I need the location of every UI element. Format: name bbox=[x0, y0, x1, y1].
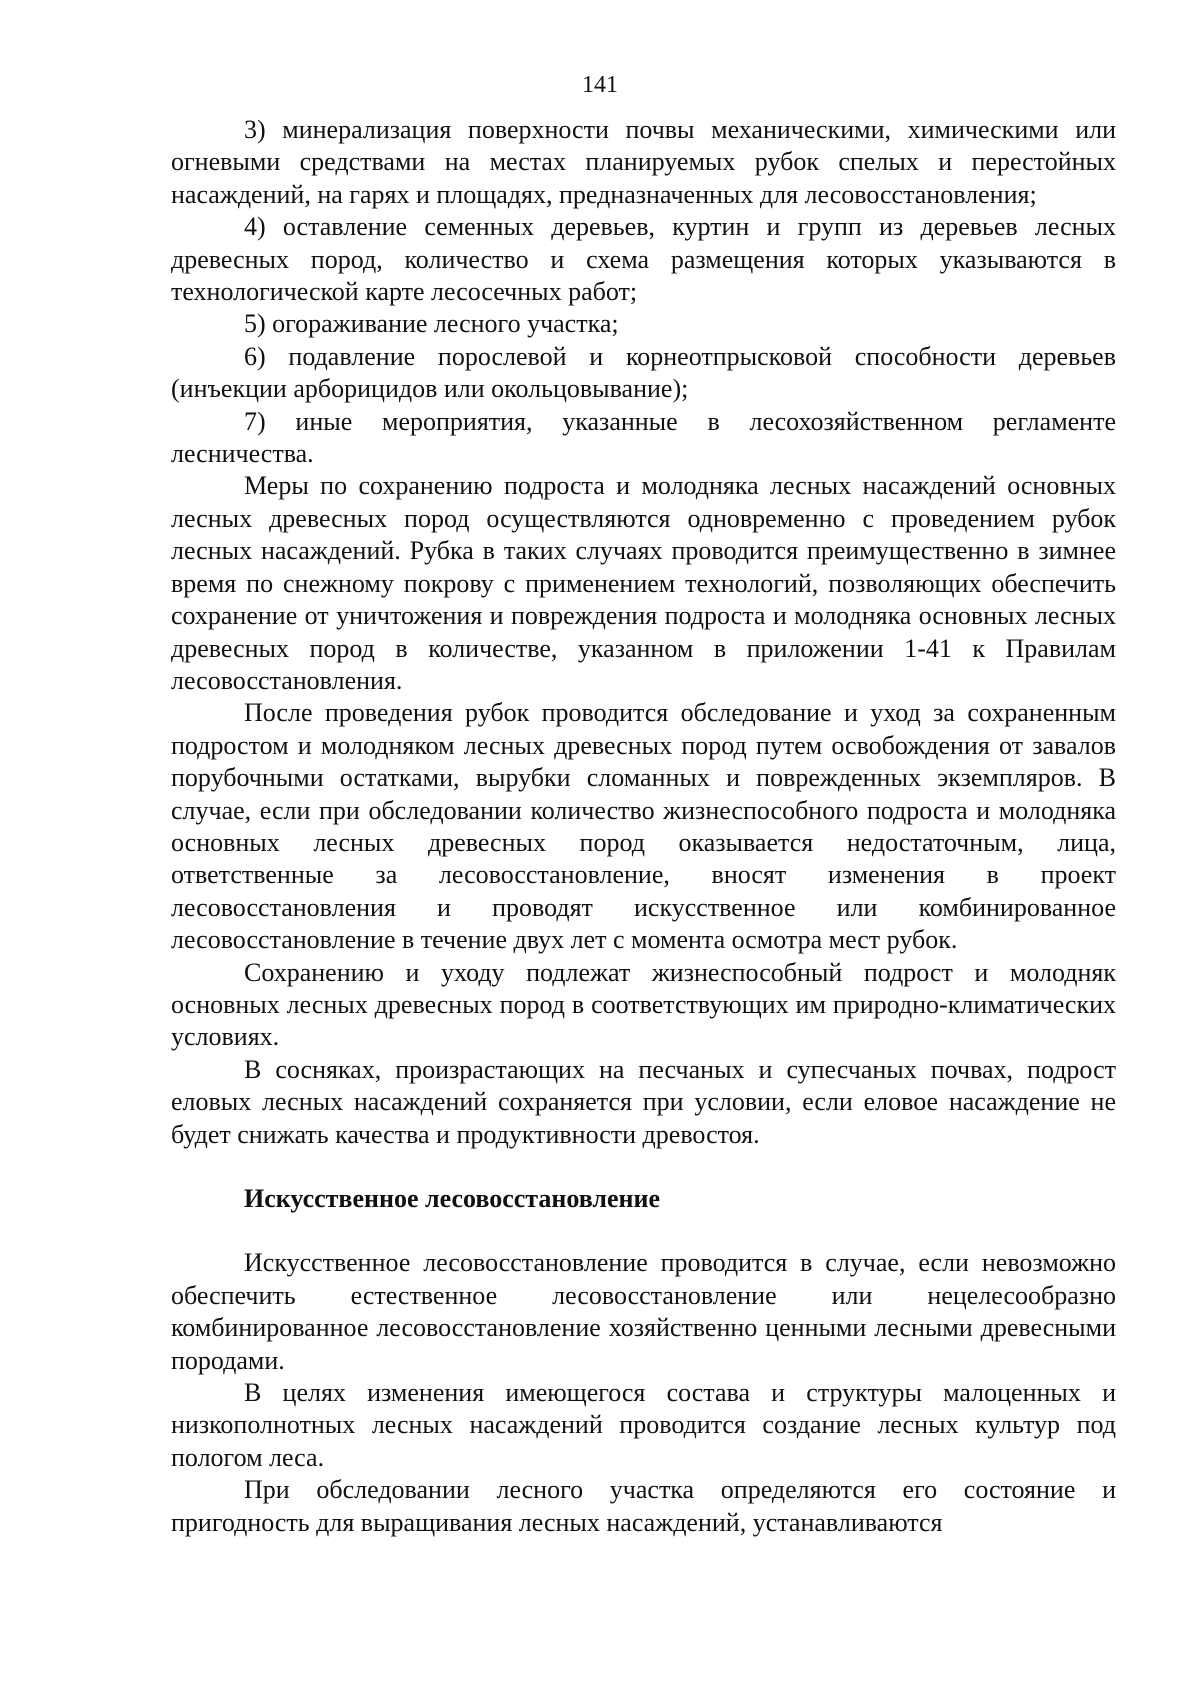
list-item-7: 7) иные мероприятия, указанные в лесохозяйственном регламенте лесничества. bbox=[171, 406, 1116, 469]
paragraph-pine-stands: В сосняках, произрастающих на песчаных и супесчаных почвах, подрост еловых лесных насаждений сохраняется при условии, если еловое насаждение не будет снижать качества и продуктивности древостоя. bbox=[171, 1054, 1116, 1149]
document-body bbox=[171, 114, 1116, 1539]
list-item-3: 3) минерализация поверхности почвы механическими, химическими или огневыми средствами на местах планируемых рубок спелых и перестойных насаждений, на гарях и площадях, предназначенных для лесовосстановления; bbox=[171, 115, 1116, 209]
spacer bbox=[171, 1215, 1116, 1247]
paragraph-under-canopy: В целях изменения имеющегося состава и структуры малоценных и низкополнотных лесных насаждений проводится создание лесных культур под пологом леса. bbox=[171, 1378, 1116, 1472]
list-item-6: 6) подавление порослевой и корнеотпрысковой способности деревьев (инъекции арборицидов или окольцовывание); bbox=[171, 341, 1116, 404]
paragraph-artificial-reforestation: Искусственное лесовосстановление проводится в случае, если невозможно обеспечить естественное лесовосстановление или нецелесообразно комбинированное лесовосстановление хозяйственно ценными лесными древесными породами. bbox=[171, 1248, 1116, 1375]
list-item-5: 5) огораживание лесного участка; bbox=[244, 309, 619, 339]
paragraph-site-survey: При обследовании лесного участка определяются его состояние и пригодность для выращивания лесных насаждений, устанавливаются bbox=[171, 1475, 1116, 1537]
paragraph-after-cutting: После проведения рубок проводится обследование и уход за сохраненным подростом и молодняком лесных древесных пород путем освобождения от завалов порубочными остатками, вырубки сломанных и поврежденных экземпляров. В случае, если при обследовании количество жизнеспособного подроста и молодняка основных лесных древесных пород оказывается недостаточным, лица, ответственные за лесовосстановление, вносят изменения в проект лесовосстановления и проводят искусственное или комбинированное лесовосстановление в течение двух лет с момента осмотра мест рубок. bbox=[171, 698, 1116, 955]
paragraph-care-subject: Сохранению и уходу подлежат жизнеспособный подрост и молодняк основных лесных древесных пород в соответствующих им природно-климатических условиях. bbox=[171, 957, 1116, 1052]
paragraph-preservation-measures: Меры по сохранению подроста и молодняка лесных насаждений основных лесных древесных пород осуществляются одновременно с проведением рубок лесных насаждений. Рубка в таких случаях проводится преимущественно в зимнее время по снежному покрову с применением технологий, позволяющих обеспечить сохранение от уничтожения и повреждения подроста и молодняка основных лесных древесных пород в количестве, указанном в приложении 1-41 к Правилам лесовосстановления. bbox=[171, 471, 1116, 695]
list-item-4: 4) оставление семенных деревьев, куртин и групп из деревьев лесных древесных пород, количество и схема размещения которых указываются в технологической карте лесосечных работ; bbox=[171, 212, 1116, 307]
page-number: 141 bbox=[582, 72, 618, 98]
section-heading: Искусственное лесовосстановление bbox=[244, 1184, 661, 1213]
spacer bbox=[171, 1151, 1116, 1183]
